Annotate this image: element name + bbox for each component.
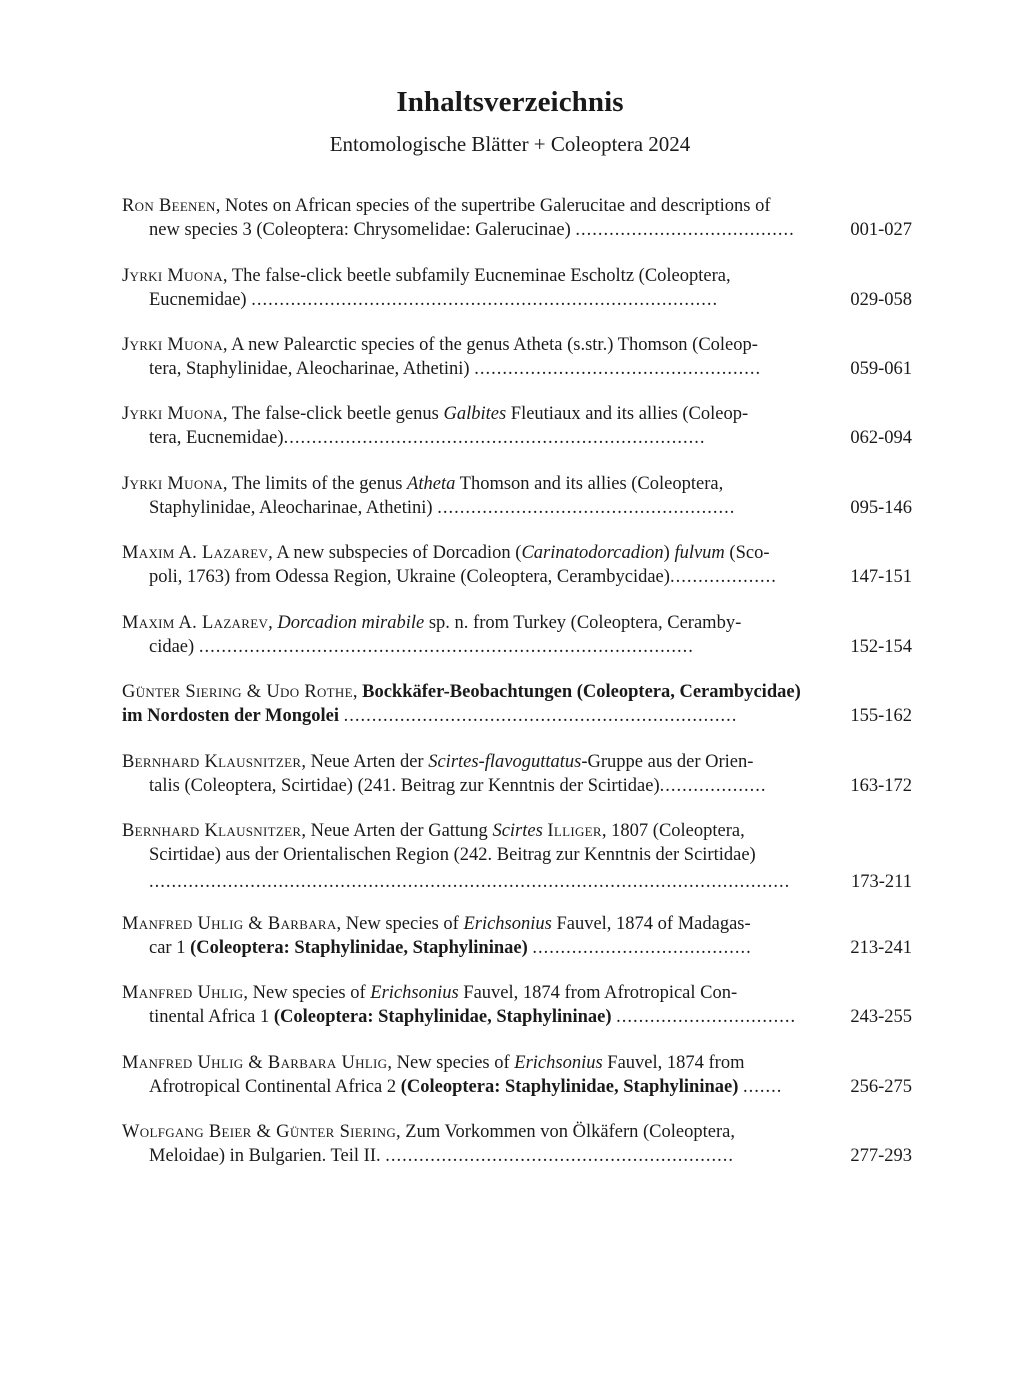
entry-title: Notes on African species of the supertribe Galerucitae and descriptions of <box>224 196 771 216</box>
toc-entry: Maxim A. Lazarev, A new subspecies of Dorcadion (Carinatodorcadion) fulvum (Sco- poli, 1763) from Odessa Region, Ukraine (Coleoptera, Cerambycidae)................... 147-151 <box>122 543 912 587</box>
entry-author: Günter Siering & Udo Rothe <box>122 682 353 702</box>
entry-author: Manfred Uhlig & Barbara Uhlig <box>122 1053 388 1073</box>
toc-entry: Ron Beenen, Notes on African species of the supertribe Galerucitae and descriptions of new species 3 (Coleoptera: Chrysomelidae: Galerucinae) ....................................... 001-027 <box>122 196 912 240</box>
toc-entry: Manfred Uhlig, New species of Erichsonius Fauvel, 1874 from Afrotropical Con- tinental Africa 1 (Coleoptera: Staphylinidae, Staphylininae) ................................ 243-255 <box>122 983 912 1027</box>
toc-entry: Manfred Uhlig & Barbara, New species of Erichsonius Fauvel, 1874 of Madagas- car 1 (Coleoptera: Staphylinidae, Staphylininae) ....................................... 213-241 <box>122 914 912 958</box>
toc-entry: Jyrki Muona, The false-click beetle subfamily Eucneminae Escholtz (Coleoptera, Eucnemidae) ................................................................................... 029-058 <box>122 266 912 310</box>
entry-pages: 152-154 <box>850 637 912 657</box>
entry-author: Jyrki Muona <box>122 335 223 355</box>
entry-author: Jyrki Muona <box>122 404 223 424</box>
page-subtitle: Entomologische Blätter + Coleoptera 2024 <box>329 132 691 156</box>
entry-author: Maxim A. Lazarev <box>122 613 269 633</box>
entry-author: Jyrki Muona <box>122 474 223 494</box>
entry-author: Wolfgang Beier & Günter Siering <box>122 1122 397 1142</box>
page-title: Inhaltsverzeichnis <box>396 86 624 118</box>
subgenus-name: Carinatodorcadion <box>521 543 664 563</box>
toc-entry: Jyrki Muona, The limits of the genus Atheta Thomson and its allies (Coleoptera, Staphylinidae, Aleocharinae, Athetini) ..................................................... 095-146 <box>122 474 912 518</box>
genus-name: Scirtes <box>492 821 543 841</box>
toc-entry: Bernhard Klausnitzer, Neue Arten der Gattung Scirtes Illiger, 1807 (Coleoptera, Scirtidae) aus der Orientalischen Region (242. Beitrag zur Kenntnis der Scirtidae) .................................................................................................................. 173-211 <box>122 821 912 892</box>
genus-name: Erichsonius <box>514 1053 603 1073</box>
entry-pages: 163-172 <box>850 776 912 796</box>
entry-title-cont: new species 3 (Coleoptera: Chrysomelidae: Galerucinae) <box>149 220 571 240</box>
entry-title: The false-click beetle subfamily Eucneminae Escholtz (Coleoptera, <box>231 266 731 286</box>
entry-pages: 001-027 <box>850 220 912 240</box>
genus-name: Atheta <box>407 474 456 494</box>
toc-entry: Bernhard Klausnitzer, Neue Arten der Scirtes-flavoguttatus-Gruppe aus der Orien- talis (Coleoptera, Scirtidae) (241. Beitrag zur Kenntnis der Scirtidae)................... 163-172 <box>122 752 912 796</box>
entry-author: Manfred Uhlig & Barbara <box>122 914 337 934</box>
toc-entry: Maxim A. Lazarev, Dorcadion mirabile sp. n. from Turkey (Coleoptera, Ceramby- cidae) ........................................................................................ 152-154 <box>122 613 912 657</box>
species-name: fulvum <box>674 543 725 563</box>
entry-title-cont: tera, Staphylinidae, Aleocharinae, Athetini) <box>149 359 470 379</box>
entry-author: Jyrki Muona <box>122 266 223 286</box>
entry-pages: 173-211 <box>851 872 912 892</box>
entry-title: A new Palearctic species of the genus Atheta (s.str.) Thomson (Coleop- <box>231 335 758 355</box>
entry-pages: 095-146 <box>850 498 912 518</box>
genus-name: Galbites <box>443 404 507 424</box>
toc-entry: Manfred Uhlig & Barbara Uhlig, New species of Erichsonius Fauvel, 1874 from Afrotropical Continental Africa 2 (Coleoptera: Staphylinidae, Staphylininae) ....... 256-275 <box>122 1053 912 1097</box>
genus-name: Erichsonius <box>463 914 552 934</box>
entry-pages: 029-058 <box>850 290 912 310</box>
species-name: Dorcadion mirabile <box>277 613 425 633</box>
entry-pages: 147-151 <box>850 567 912 587</box>
entry-pages: 243-255 <box>850 1007 912 1027</box>
entry-author: Ron Beenen <box>122 196 216 216</box>
entry-pages: 277-293 <box>850 1146 912 1166</box>
toc-entry: Günter Siering & Udo Rothe, Bockkäfer-Beobachtungen (Coleoptera, Cerambycidae) im Nordosten der Mongolei ...................................................................... 155-162 <box>122 682 912 726</box>
entry-author: Manfred Uhlig <box>122 983 244 1003</box>
entry-author: Bernhard Klausnitzer <box>122 821 302 841</box>
entry-author: Bernhard Klausnitzer <box>122 752 302 772</box>
toc-entry: Wolfgang Beier & Günter Siering, Zum Vorkommen von Ölkäfern (Coleoptera, Meloidae) in Bulgarien. Teil II. .............................................................. 277-293 <box>122 1122 912 1166</box>
entry-author: Maxim A. Lazarev <box>122 543 269 563</box>
entry-title-cont: Eucnemidae) <box>149 290 247 310</box>
entry-pages: 213-241 <box>850 938 912 958</box>
entry-pages: 256-275 <box>850 1077 912 1097</box>
entry-pages: 059-061 <box>850 359 912 379</box>
entry-title-cont: Meloidae) in Bulgarien. Teil II. <box>149 1146 381 1166</box>
genus-name: Scirtes-flavoguttatus <box>428 752 582 772</box>
entry-pages: 062-094 <box>850 428 912 448</box>
entry-pages: 155-162 <box>850 706 912 726</box>
genus-name: Erichsonius <box>370 983 459 1003</box>
entry-title: Zum Vorkommen von Ölkäfern (Coleoptera, <box>405 1122 735 1142</box>
toc-entry: Jyrki Muona, The false-click beetle genus Galbites Fleutiaux and its allies (Coleop- tera, Eucnemidae)........................................................................... 062-094 <box>122 404 912 448</box>
toc-entry: Jyrki Muona, A new Palearctic species of the genus Atheta (s.str.) Thomson (Coleop- tera, Staphylinidae, Aleocharinae, Athetini) ................................................... 059-061 <box>122 335 912 379</box>
